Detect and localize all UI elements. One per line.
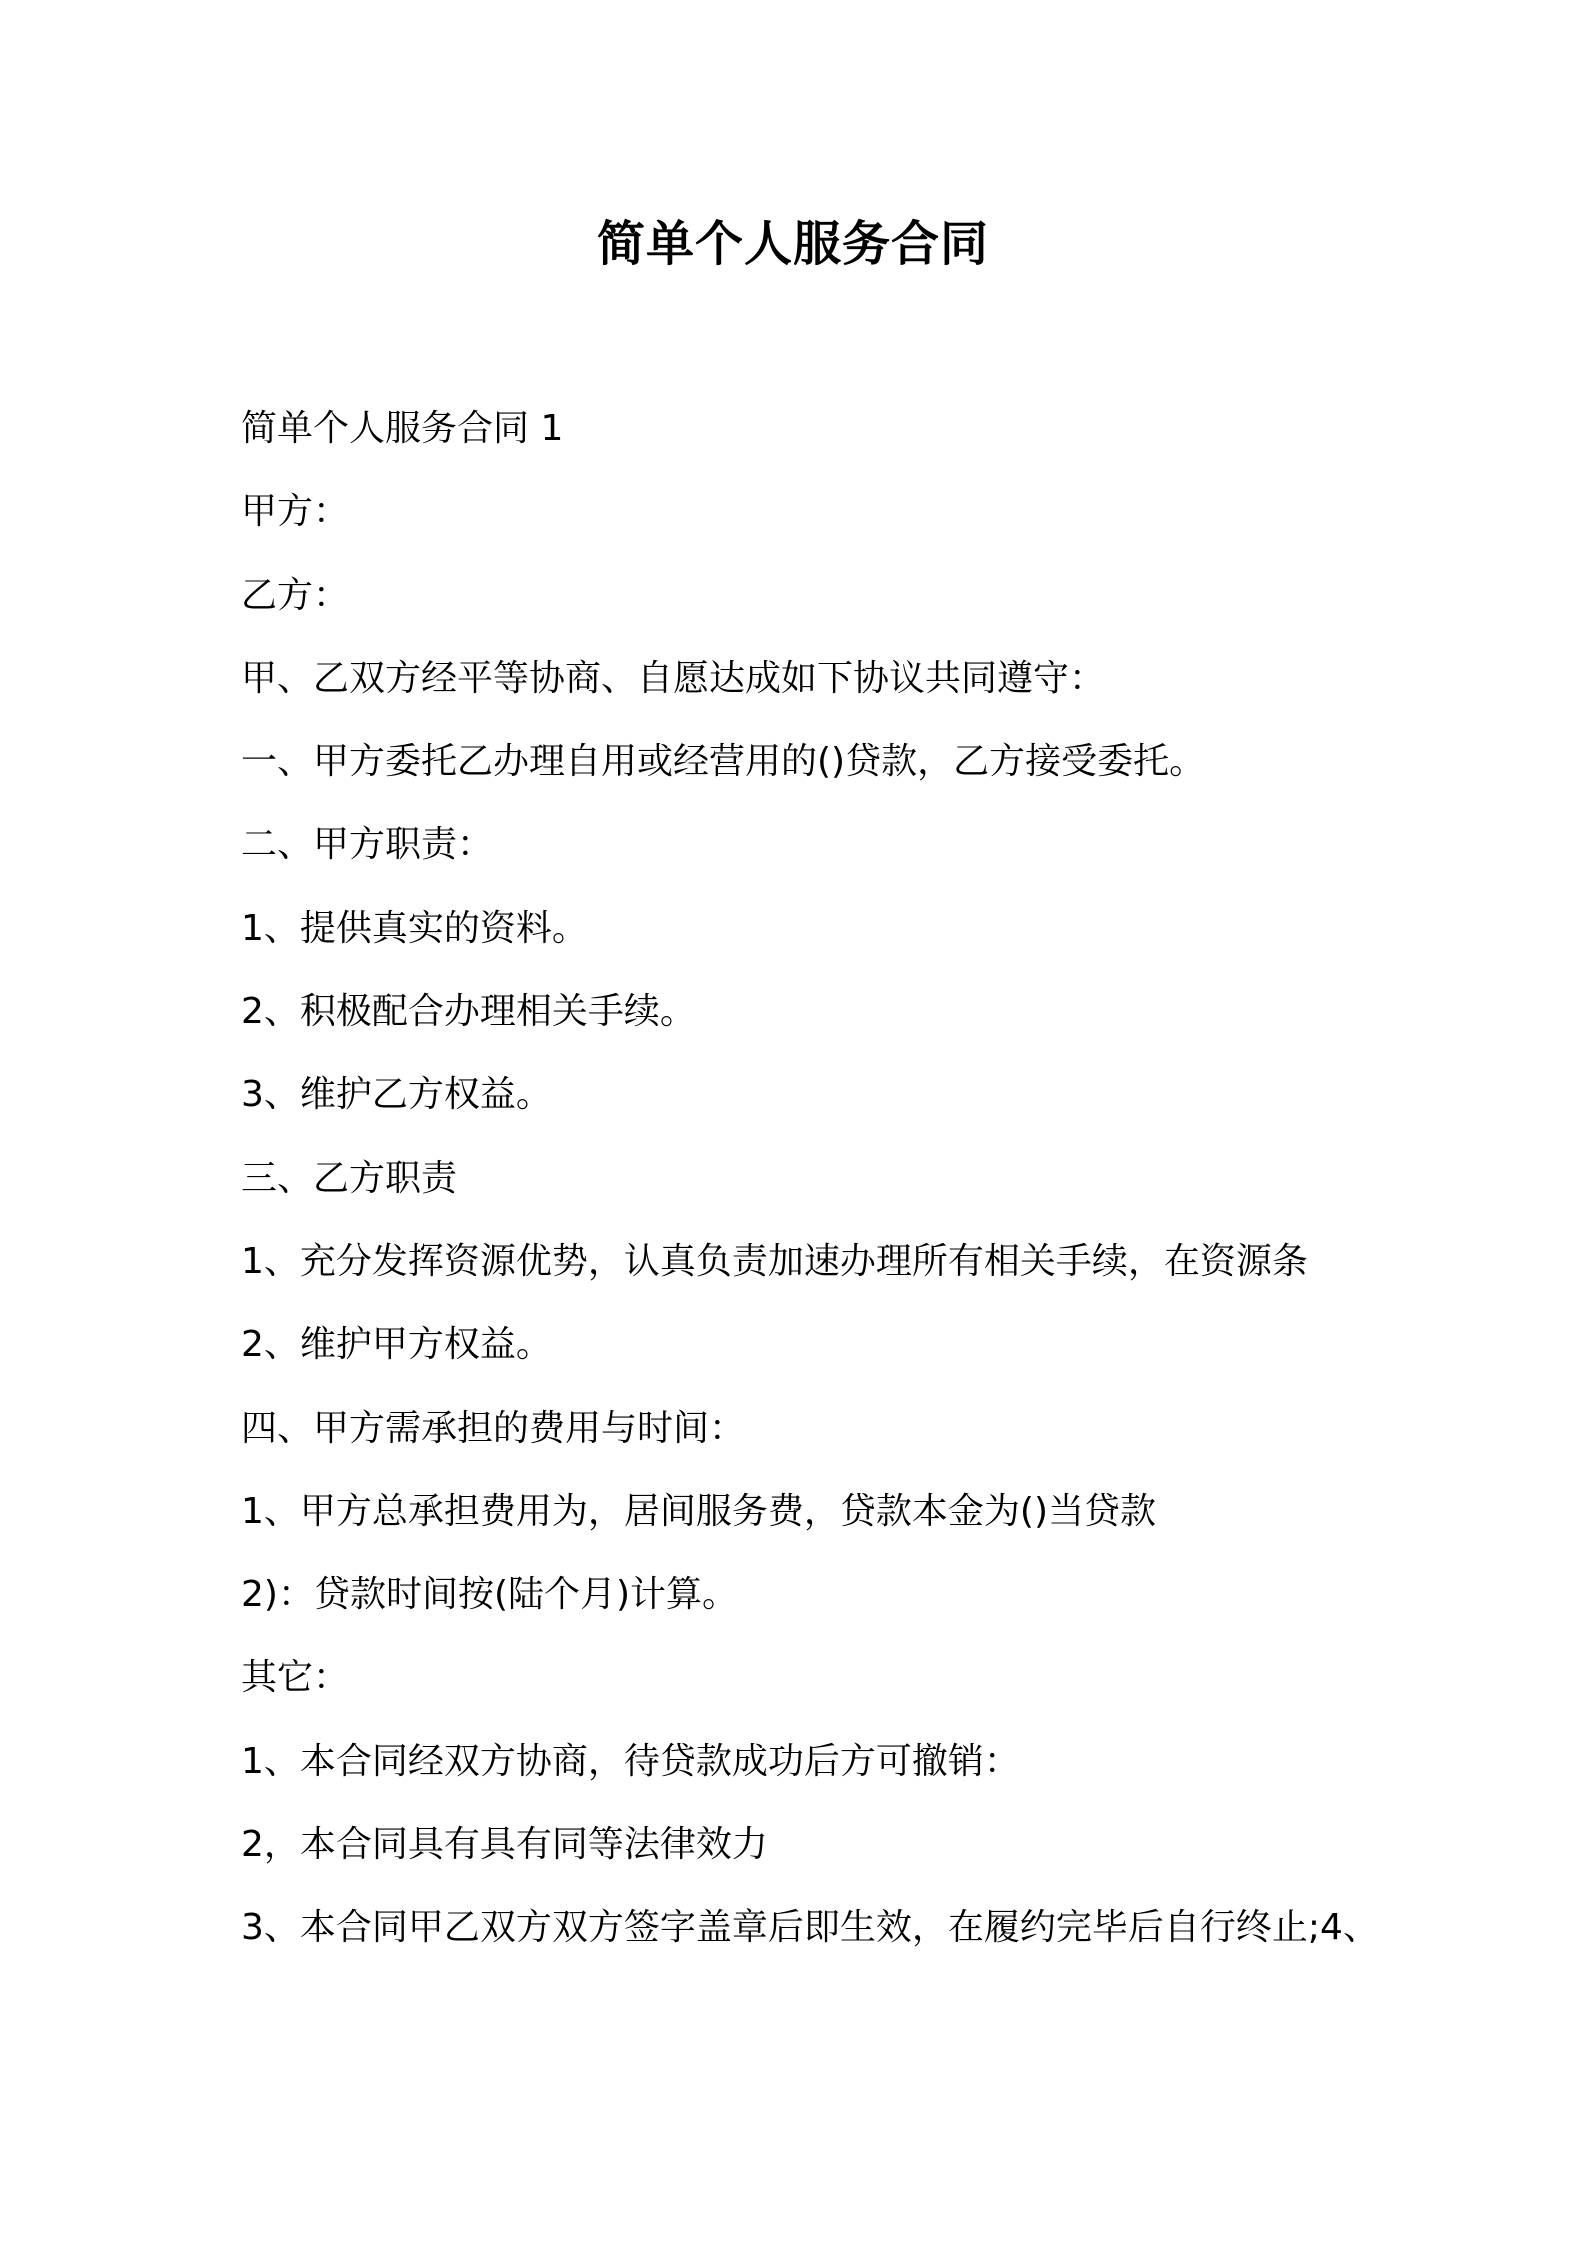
other-item-2: 2，本合同具有具有同等法律效力 — [241, 1824, 768, 1866]
document-body — [241, 405, 1401, 1988]
clause-4-item-1: 1、甲方总承担费用为，居间服务费，贷款本金为()当贷款 — [241, 1490, 1156, 1532]
clause-2-item-3: 3、维护乙方权益。 — [241, 1074, 552, 1116]
clause-4-item-2: 2)：贷款时间按(陆个月)计算。 — [241, 1574, 739, 1616]
clause-3-item-1: 1、充分发挥资源优势，认真负责加速办理所有相关手续，在资源条 — [241, 1240, 1308, 1282]
clause-2-item-2: 2、积极配合办理相关手续。 — [241, 991, 696, 1033]
clause-3-heading: 三、乙方职责 — [241, 1157, 458, 1199]
subtitle-line: 简单个人服务合同 1 — [241, 408, 564, 449]
party-a-line: 甲方： — [241, 491, 350, 533]
other-item-3: 3、本合同甲乙双方双方签字盖章后即生效，在履约完毕后自行终止;4、 — [241, 1907, 1379, 1949]
document-title: 简单个人服务合同 — [596, 216, 989, 272]
other-heading: 其它： — [241, 1657, 350, 1699]
other-item-1: 1、本合同经双方协商，待贷款成功后方可撤销： — [241, 1740, 1020, 1782]
clause-4-heading: 四、甲方需承担的费用与时间： — [241, 1407, 746, 1449]
party-b-line: 乙方： — [241, 574, 350, 616]
clause-2-heading: 二、甲方职责： — [241, 824, 494, 866]
clause-1-line: 一、甲方委托乙办理自用或经营用的()贷款，乙方接受委托。 — [241, 741, 1206, 783]
agreement-intro-line: 甲、乙双方经平等协商、自愿达成如下协议共同遵守： — [241, 657, 1106, 699]
clause-3-item-2: 2、维护甲方权益。 — [241, 1324, 552, 1366]
clause-2-item-1: 1、提供真实的资料。 — [241, 907, 588, 949]
